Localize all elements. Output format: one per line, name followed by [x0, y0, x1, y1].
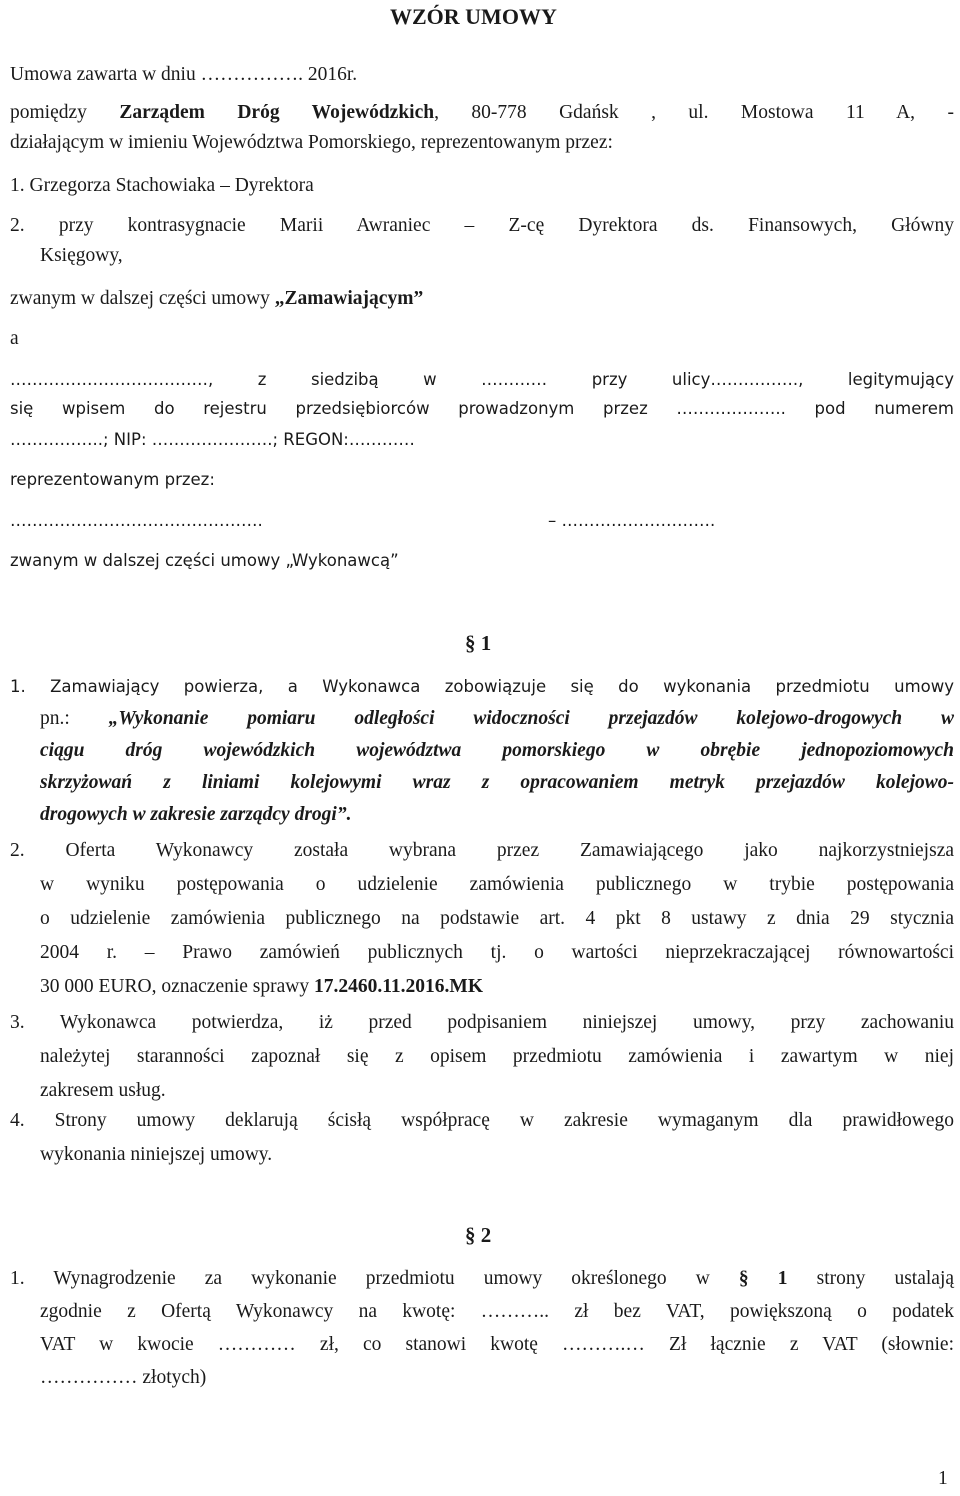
s1-p4-line2: wykonania niniejszej umowy. [40, 1144, 273, 1165]
representative-2-line2: Księgowy, [40, 245, 123, 266]
party2-line1: ………………………………, z siedzibą w ………… przy ulicy……………., legitymujący [10, 370, 954, 389]
s1-p2-line2: w wyniku postępowania o udzielenie zamówienia publicznego w trybie postępowania [40, 874, 954, 895]
representative-1: 1. Grzegorza Stachowiaka – Dyrektora [10, 175, 314, 196]
case-number: 17.2460.11.2016.MK [314, 976, 483, 997]
s1-p1-line1: 1. Zamawiający powierza, a Wykonawca zobowiązuje się do wykonania przedmiotu umowy [10, 677, 954, 696]
s1-p2-line5 [40, 974, 483, 1000]
s1-p3-line1: 3. Wykonawca potwierdza, iż przed podpisaniem niniejszej umowy, przy zachowaniu [10, 1012, 954, 1033]
s1-p1-line5: drogowych w zakresie zarządcy drogi”. [40, 804, 352, 825]
contract-subject: „Wykonanie pomiaru odległości widoczności przejazdów kolejowo-drogowych w [108, 708, 954, 729]
s2-p1-line1 [10, 1266, 954, 1292]
party1-name: Zarządem Dróg Wojewódzkich [119, 102, 435, 123]
text: strony ustalają [787, 1268, 955, 1289]
paragraph-ref: § 1 [738, 1268, 788, 1289]
text: pomiędzy [10, 102, 120, 123]
zamawiajacy-label: „Zamawiającym” [274, 288, 424, 309]
s1-p1-line3: ciągu dróg wojewódzkich województwa pomorskiego w obrębie jednopoziomowych [40, 740, 954, 761]
s1-p3-line2: należytej staranności zapoznał się z opisem przedmiotu zamówienia i zawartym w niej [40, 1046, 954, 1067]
page-number: 1 [938, 1468, 948, 1489]
s1-p2-line3: o udzielenie zamówienia publicznego na podstawie art. 4 pkt 8 ustawy z dnia 29 stycznia [40, 908, 954, 929]
s1-p3-line3: zakresem usług. [40, 1080, 166, 1101]
section-2-heading: § 2 [465, 1223, 492, 1247]
text: pn.: [40, 708, 109, 729]
s1-p4-line1: 4. Strony umowy deklarują ścisłą współpracę w zakresie wymaganym dla prawidłowego [10, 1110, 954, 1131]
s1-p2-line1: 2. Oferta Wykonawcy została wybrana przez Zamawiającego jako najkorzystniejsza [10, 840, 954, 861]
s2-p1-line4: …………… złotych) [40, 1367, 207, 1388]
representative-2-line1: 2. przy kontrasygnacie Marii Awraniec – Z-cę Dyrektora ds. Finansowych, Główny [10, 215, 954, 236]
section-1-heading: § 1 [465, 631, 492, 655]
party1-line2: działającym w imieniu Województwa Pomorskiego, reprezentowanym przez: [10, 132, 613, 153]
zamawiajacy-line [10, 286, 423, 312]
text: 1. Wynagrodzenie za wykonanie przedmiotu umowy określonego w [10, 1268, 739, 1289]
text: , 80-778 Gdańsk , ul. Mostowa 11 A, - [434, 102, 954, 123]
signature-dots-left: ………………………………………. [10, 511, 263, 530]
party1-line1 [10, 100, 954, 126]
date-line: Umowa zawarta w dniu ……………. 2016r. [10, 64, 358, 85]
s1-p1-line4: skrzyżowań z liniami kolejowymi wraz z opracowaniem metryk przejazdów kolejowo- [40, 772, 954, 793]
s2-p1-line3: VAT w kwocie ………… zł, co stanowi kwotę ……….… Zł łącznie z VAT (słownie: [40, 1334, 954, 1355]
document-title: WZÓR UMOWY [390, 4, 557, 29]
party2-line3: ……………..; NIP: ………………….; REGON:………… [10, 430, 415, 449]
text: 30 000 EURO, oznaczenie sprawy [40, 976, 314, 997]
party2-line2: się wpisem do rejestru przedsiębiorców prowadzonym przez ……………….. pod numerem [10, 399, 954, 418]
signature-dots-right: – ………………………. [548, 511, 716, 530]
reprezentowanym-label: reprezentowanym przez: [10, 470, 215, 489]
s1-p2-line4: 2004 r. – Prawo zamówień publicznych tj. o wartości nieprzekraczającej równowartości [40, 942, 954, 963]
s1-p1-line2 [40, 706, 954, 732]
conjunction-a: a [10, 328, 19, 349]
wykonawca-line: zwanym w dalszej części umowy „Wykonawcą” [10, 551, 399, 570]
text: zwanym w dalszej części umowy [10, 288, 275, 309]
s2-p1-line2: zgodnie z Ofertą Wykonawcy na kwotę: ……….. zł bez VAT, powiększoną o podatek [40, 1301, 954, 1322]
